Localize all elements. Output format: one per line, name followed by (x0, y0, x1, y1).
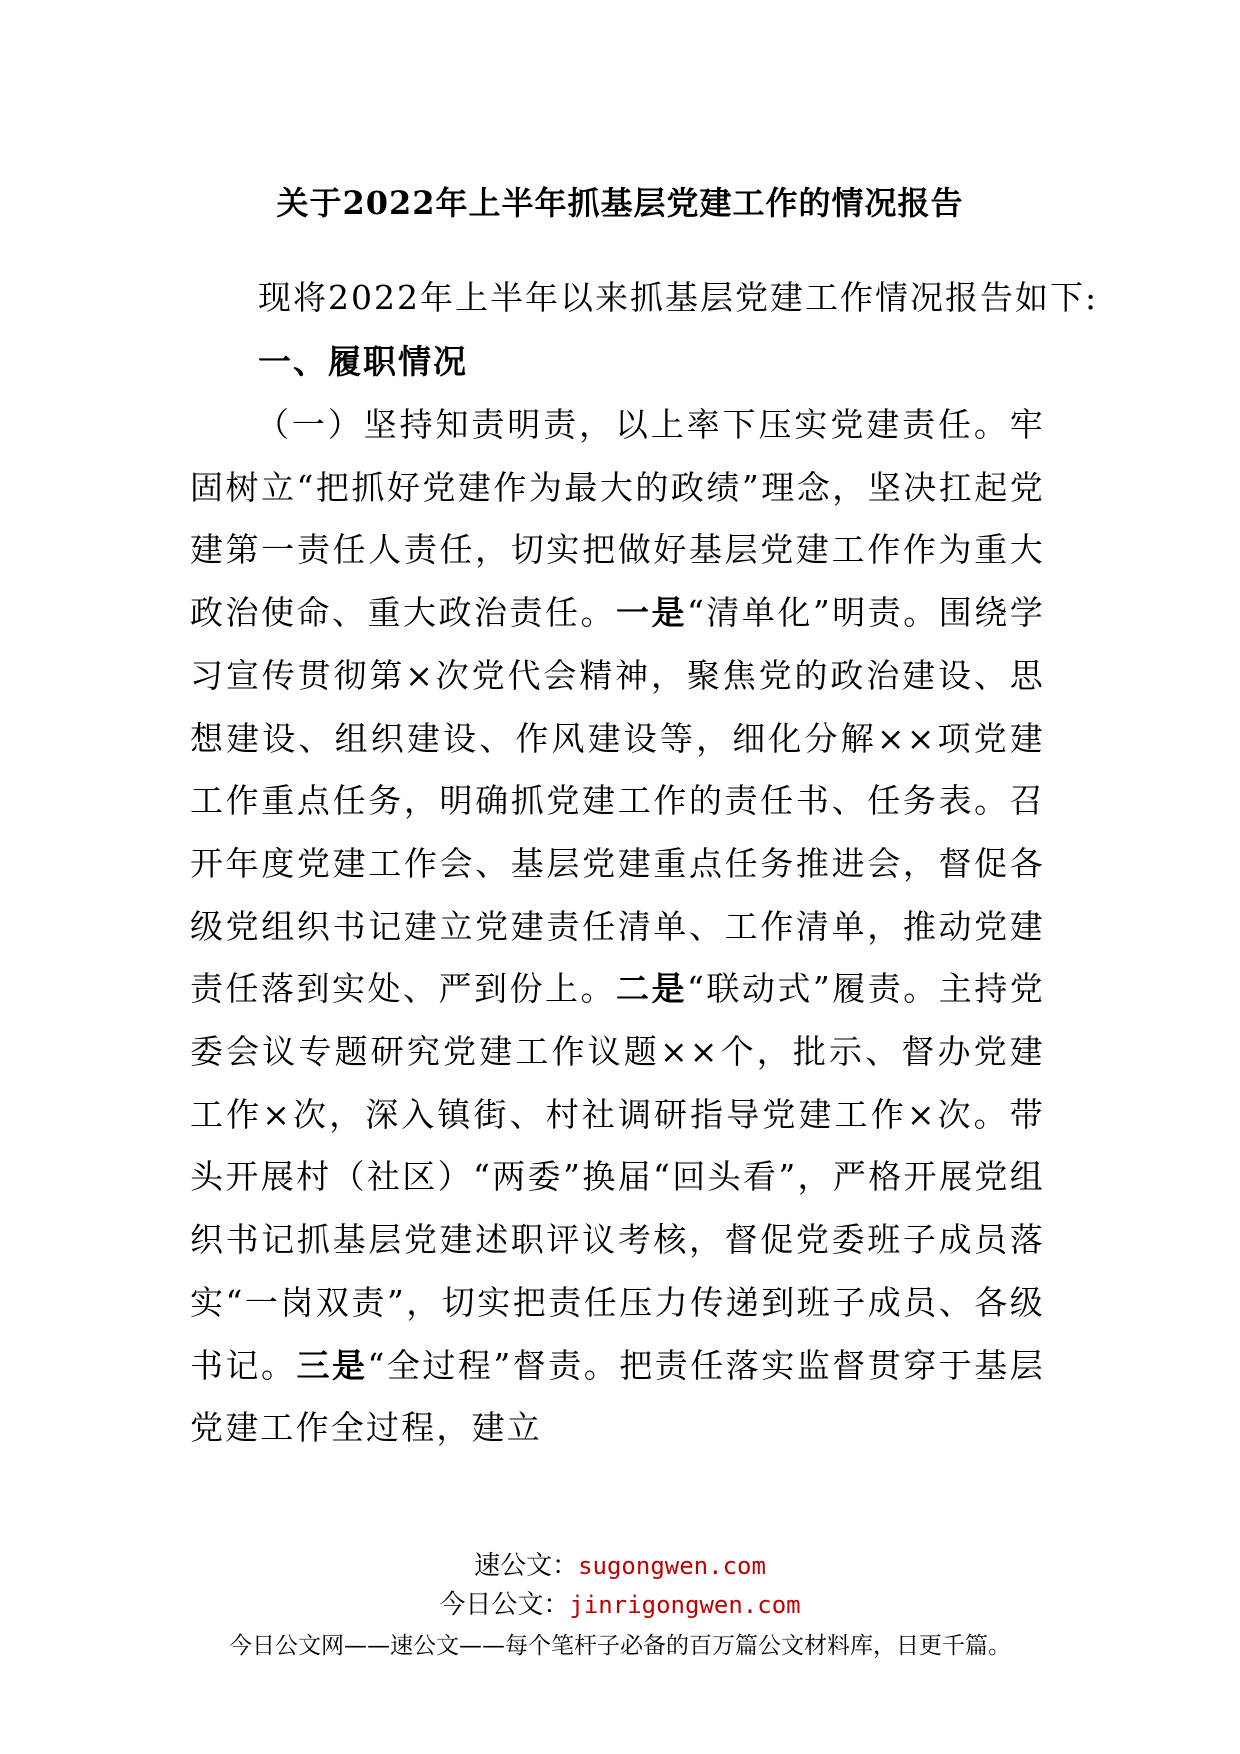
body-paragraph (190, 394, 1045, 1460)
paragraph-text: （一）坚持知责明责，以上率下压实党建责任。牢固树立“把抓好党建作为最大的政绩”理念，坚决扛起党建第一责任人责任，切实把做好基层党建工作作为重大政治使命、重大政治责任。 (190, 405, 1045, 633)
bold-marker-three: 三是 (296, 1345, 368, 1385)
section-heading: 一、履职情况 (258, 342, 468, 381)
footer-jinrigongwen (0, 1584, 1240, 1621)
footer-label: 速公文： (474, 1551, 579, 1581)
document-title: 关于2022年上半年抓基层党建工作的情况报告 (276, 184, 964, 222)
paragraph-text: “清单化”明责。围绕学习宣传贯彻第×次党代会精神，聚焦党的政治建设、思想建设、组织建设、作风建设等，细化分解××项党建工作重点任务，明确抓党建工作的责任书、任务表。召开年度党建工作会、基层党建重点任务推进会，督促各级党组织书记建立党建责任清单、工作清单，推动党建责任落到实处、严到份上。 (190, 593, 1046, 1009)
intro-paragraph: 现将2022年上半年以来抓基层党建工作情况报告如下: (258, 278, 1099, 317)
bold-marker-one: 一是 (616, 593, 688, 633)
footer-label: 今日公文： (439, 1590, 570, 1620)
footer-sugongwen (0, 1545, 1240, 1582)
jinrigongwen-link[interactable]: jinrigongwen.com (569, 1591, 801, 1619)
paragraph-text: “全过程”督责。把责任落实监督贯穿于基层党建工作全过程，建立 (190, 1345, 1045, 1448)
sugongwen-link[interactable]: sugongwen.com (578, 1552, 766, 1580)
footer-slogan: 今日公文网——速公文——每个笔杆子必备的百万篇公文材料库，日更千篇。 (229, 1633, 1011, 1659)
paragraph-text: “联动式”履责。主持党委会议专题研究党建工作议题××个，批示、督办党建工作×次，深入镇街、村社调研指导党建工作×次。带头开展村（社区）“两委”换届“回头看”，严格开展党组织书记抓基层党建述职评议考核，督促党委班子成员落实“一岗双责”，切实把责任压力传递到班子成员、各级书记。 (190, 969, 1046, 1385)
bold-marker-two: 二是 (616, 969, 688, 1009)
